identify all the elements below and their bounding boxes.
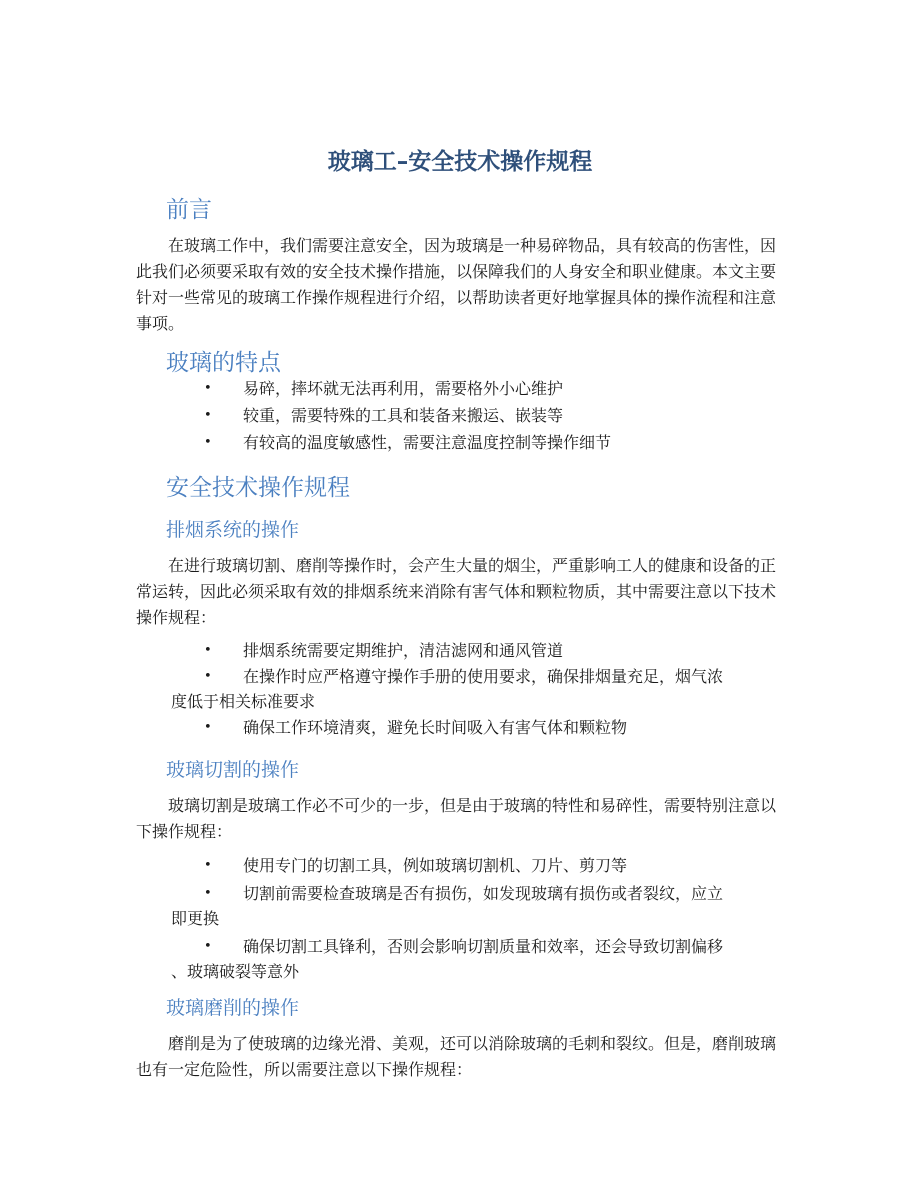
bullet-icon: • — [204, 669, 212, 684]
bullet-icon: • — [204, 643, 212, 658]
list-item-text: 确保切割工具锋利，否则会影响切割质量和效率，还会导致切割偏移 — [243, 937, 724, 956]
document-title: 玻璃工–安全技术操作规程 — [327, 149, 593, 175]
heading-preface: 前言 — [166, 197, 212, 223]
list-item-text-continued: 、玻璃破裂等意外 — [171, 962, 300, 981]
list-item — [136, 403, 786, 428]
bullet-icon: • — [204, 720, 212, 735]
list-item-text: 易碎，摔坏就无法再利用，需要格外小心维护 — [243, 379, 564, 398]
list-features — [136, 376, 786, 455]
list-item — [136, 715, 786, 740]
heading-grinding: 玻璃磨削的操作 — [166, 997, 300, 1019]
paragraph-smoke: 在进行玻璃切割、磨削等操作时，会产生大量的烟尘，严重影响工人的健康和设备的正常运转，因此必须采取有效的排烟系统来消除有害气体和颗粒物质，其中需要注意以下技术操作规程： — [136, 556, 777, 627]
list-cutting — [136, 853, 786, 984]
list-item — [136, 934, 786, 984]
heading-features: 玻璃的特点 — [166, 350, 281, 376]
bullet-icon: • — [204, 858, 212, 873]
list-item — [136, 430, 786, 455]
bullet-icon: • — [204, 886, 212, 901]
list-item-text: 在操作时应严格遵守操作手册的使用要求，确保排烟量充足，烟气浓 — [243, 667, 724, 686]
list-item-text: 切割前需要检查玻璃是否有损伤，如发现玻璃有损伤或者裂纹，应立 — [243, 884, 724, 903]
list-item — [136, 853, 786, 878]
list-item-text: 使用专门的切割工具，例如玻璃切割机、刀片、剪刀等 — [243, 856, 628, 875]
list-item — [136, 881, 786, 931]
list-item-text: 确保工作环境清爽，避免长时间吸入有害气体和颗粒物 — [243, 718, 628, 737]
heading-rules: 安全技术操作规程 — [166, 475, 350, 501]
list-item — [136, 376, 786, 401]
heading-cutting: 玻璃切割的操作 — [166, 759, 300, 781]
bullet-icon: • — [204, 435, 212, 450]
bullet-icon: • — [204, 408, 212, 423]
heading-smoke: 排烟系统的操作 — [166, 519, 300, 541]
bullet-icon: • — [204, 381, 212, 396]
list-item — [136, 664, 786, 714]
list-item-text: 有较高的温度敏感性，需要注意温度控制等操作细节 — [243, 433, 612, 452]
list-item-text-continued: 度低于相关标准要求 — [171, 692, 316, 711]
list-item-text-continued: 即更换 — [171, 909, 220, 928]
list-item-text: 排烟系统需要定期维护，清洁滤网和通风管道 — [243, 641, 564, 660]
list-item — [136, 638, 786, 663]
list-smoke — [136, 638, 786, 740]
list-item-text: 较重，需要特殊的工具和装备来搬运、嵌装等 — [243, 406, 564, 425]
bullet-icon: • — [204, 939, 212, 954]
paragraph-cutting: 玻璃切割是玻璃工作必不可少的一步，但是由于玻璃的特性和易碎性，需要特别注意以下操作规程： — [136, 796, 777, 841]
paragraph-grinding: 磨削是为了使玻璃的边缘光滑、美观，还可以消除玻璃的毛刺和裂纹。但是，磨削玻璃也有一定危险性，所以需要注意以下操作规程： — [136, 1034, 777, 1079]
paragraph-preface: 在玻璃工作中，我们需要注意安全，因为玻璃是一种易碎物品，具有较高的伤害性，因此我们必须要采取有效的安全技术操作措施，以保障我们的人身安全和职业健康。本文主要针对一些常见的玻璃工作操作规程进行介绍，以帮助读者更好地掌握具体的操作流程和注意事项。 — [136, 236, 777, 333]
